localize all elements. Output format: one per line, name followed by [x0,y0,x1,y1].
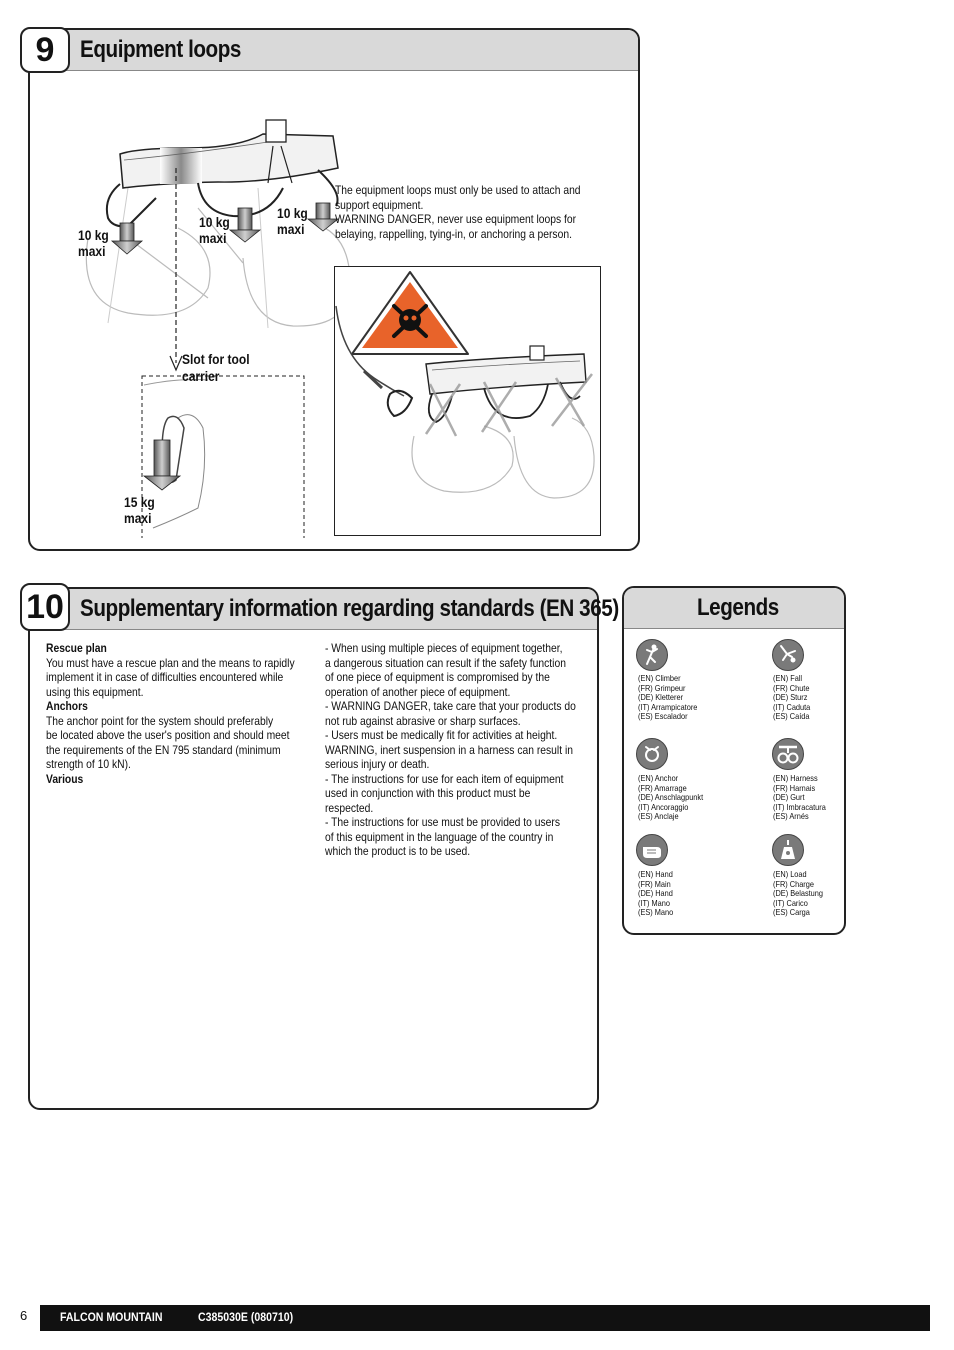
left-equipment-loop [107,184,156,226]
right-loop-load-label: 10 kg maxi [277,205,308,237]
legend-harness-label: (EN) Harness (FR) Harnais (DE) Gurt (IT) Imbracatura (ES) Arnés [773,774,826,822]
load-icon [772,834,804,866]
equipment-loops-text: The equipment loops must only be used to attach and support equipment. WARNING DANGER, never use equipment loops for belaying, rappelling, tying-in, or anchoring a person. [335,183,581,241]
legend-fall-label: (EN) Fall (FR) Chute (DE) Sturz (IT) Caduta (ES) Caída [773,674,811,722]
waist-belt [120,134,338,188]
climber-icon [636,639,668,671]
footer-product: FALCON MOUNTAIN [60,1310,163,1324]
left-loop-load-label: 10 kg maxi [78,227,109,259]
danger-illustration [334,266,602,538]
arrow-slot [144,440,180,490]
section-9-panel [28,28,640,551]
standards-right-column: - When using multiple pieces of equipment together, a dangerous situation can result if the safety function of one piece of equipment is compromised by the operation of another piece of equipment. - WARNING DANGER, take care that your products do not rub against abrasive or sharp surfaces. - Users must be medically fit for activities at height. WARNING, inert suspension in a harness can result in serious injury or death. - The instructions for use for each item of equipment used in conjunction with this product must be respected. - The instructions for use must be provided to users of this equipment in the language of the country in which the product is to be used. [325,641,576,858]
section-10-header [30,589,619,630]
legend-anchor-label: (EN) Anchor (FR) Amarrage (DE) Anschlagpunkt (IT) Ancoraggio (ES) Anclaje [638,774,704,822]
anchors-heading: Anchors [46,699,88,713]
section-9-title: Equipment loops [80,36,241,63]
middle-loop-load-label: 10 kg maxi [199,214,230,246]
legends-title: Legends [697,594,779,621]
page-number: 6 [20,1308,28,1323]
slot-load-label: 15 kg maxi [124,494,155,526]
section-9-number-badge: 9 [20,27,70,73]
legends-header [624,588,844,629]
fall-icon [772,639,804,671]
harness-loops-illustration [68,88,358,538]
legend-hand-label: (EN) Hand (FR) Main (DE) Hand (IT) Mano (ES) Mano [638,870,674,918]
section-10-title: Supplementary information regarding standards (EN 365) [80,595,619,622]
legend-load-label: (EN) Load (FR) Charge (DE) Belastung (IT) Carico (ES) Carga [773,870,823,918]
anchor-icon [636,738,668,770]
section-10-number-badge: 10 [20,583,70,631]
various-heading: Various [46,771,84,786]
harness-icon [772,738,804,770]
arrow-right-loop [308,203,338,231]
section-9-header [30,30,638,71]
hand-icon [636,834,668,866]
section-10-panel [28,587,619,1110]
arrow-left-loop [112,223,142,254]
standards-left-column: Rescue plan You must have a rescue plan and the means to rapidly implement it in case of difficulties encountered while using this equipment. Anchors The anchor point for the system should preferably be located above the user's position and should meet the requirements of the EN 795 standard (minimum strength of 10 kN). Various [46,641,304,786]
rescue-plan-heading: Rescue plan [46,641,107,655]
footer-reference: C385030E (080710) [198,1310,294,1324]
slot-label: Slot for tool carrier [182,351,250,384]
legends-panel [622,586,846,935]
footer-bar [40,1305,930,1331]
legend-climber-label: (EN) Climber (FR) Grimpeur (DE) Kletterer (IT) Arrampicatore (ES) Escalador [638,674,698,722]
